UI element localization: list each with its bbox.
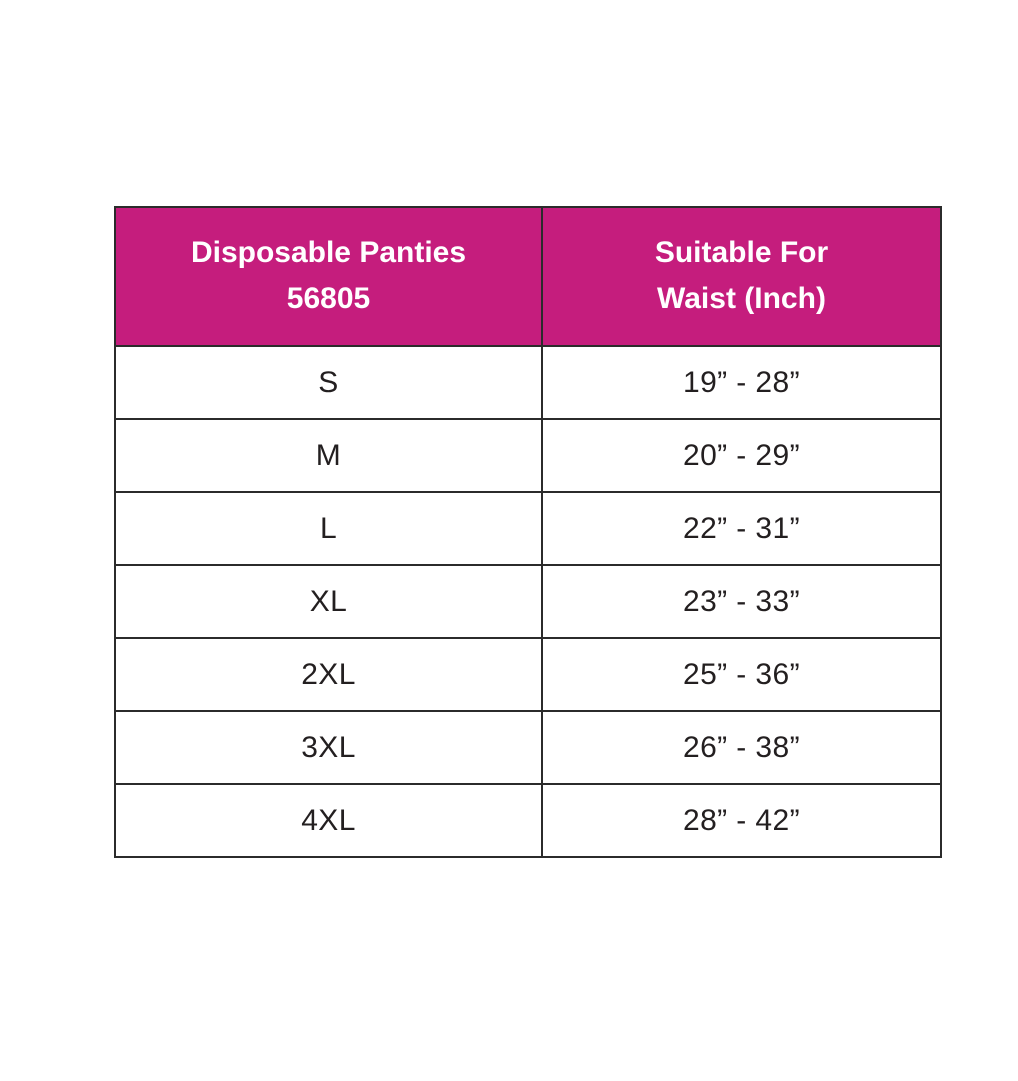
cell-waist: 20” - 29” (542, 419, 941, 492)
cell-waist: 25” - 36” (542, 638, 941, 711)
cell-size: L (115, 492, 542, 565)
header-product-line2: 56805 (286, 281, 371, 315)
cell-waist: 19” - 28” (542, 346, 941, 419)
header-cell-product (115, 207, 542, 346)
table-header (115, 207, 941, 346)
header-cell-waist (542, 207, 941, 346)
table-row (115, 638, 941, 711)
table-row (115, 419, 941, 492)
cell-waist: 23” - 33” (542, 565, 941, 638)
header-waist-line1: Suitable For (654, 236, 829, 269)
table-row (115, 711, 941, 784)
header-product-line1: Disposable Panties (190, 236, 467, 269)
cell-size: 3XL (115, 711, 542, 784)
table-row (115, 565, 941, 638)
cell-size: M (115, 419, 542, 492)
cell-size: S (115, 346, 542, 419)
table-row (115, 346, 941, 419)
size-chart-container (114, 206, 940, 858)
cell-waist: 26” - 38” (542, 711, 941, 784)
cell-waist: 28” - 42” (542, 784, 941, 857)
table-body (115, 346, 941, 857)
cell-size: 4XL (115, 784, 542, 857)
size-chart-table (114, 206, 942, 858)
header-waist-line2: Waist (Inch) (657, 281, 826, 315)
cell-waist: 22” - 31” (542, 492, 941, 565)
table-row (115, 784, 941, 857)
cell-size: XL (115, 565, 542, 638)
table-row (115, 492, 941, 565)
table-header-row (115, 207, 941, 346)
cell-size: 2XL (115, 638, 542, 711)
